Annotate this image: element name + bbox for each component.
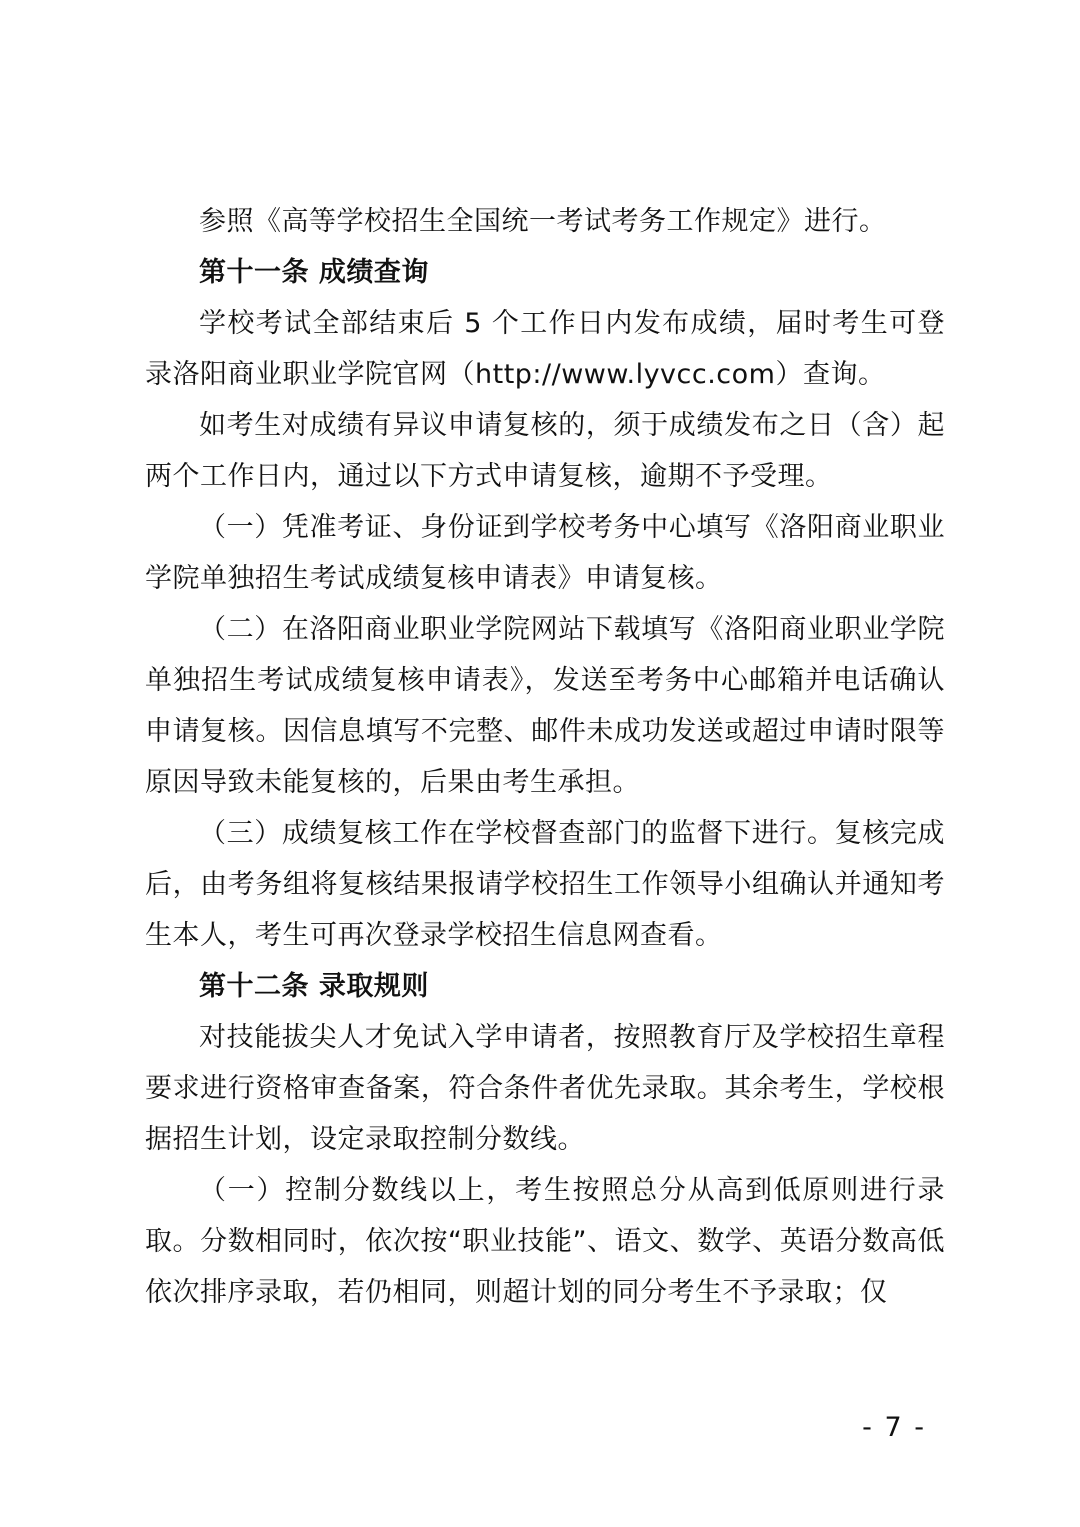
paragraph-admission-rules: 对技能拔尖人才免试入学申请者，按照教育厅及学校招生章程要求进行资格审查备案，符合条件者优先录取。其余考生，学校根据招生计划，设定录取控制分数线。: [145, 1022, 945, 1155]
paragraph-review-method-two: （二）在洛阳商业职业学院网站下载填写《洛阳商业职业学院单独招生考试成绩复核申请表》，发送至考务中心邮箱并电话确认申请复核。因信息填写不完整、邮件未成功发送或超过申请时限等原因导致未能复核的，后果由考生承担。: [145, 614, 945, 798]
paragraph-admission-rule-one: （一）控制分数线以上，考生按照总分从高到低原则进行录取。分数相同时，依次按“职业技能”、语文、数学、英语分数高低依次排序录取，若仍相同，则超计划的同分考生不予录取；仅: [145, 1175, 945, 1308]
paragraph-review-method-three: （三）成绩复核工作在学校督查部门的监督下进行。复核完成后，由考务组将复核结果报请学校招生工作领导小组确认并通知考生本人，考生可再次登录学校招生信息网查看。: [145, 818, 945, 951]
paragraph-review-request: 如考生对成绩有异议申请复核的，须于成绩发布之日（含）起两个工作日内，通过以下方式申请复核，逾期不予受理。: [145, 410, 945, 492]
paragraph-reference-rule: 参照《高等学校招生全国统一考试考务工作规定》进行。: [199, 206, 887, 237]
document-body: [145, 196, 945, 1318]
paragraph-review-method-one: （一）凭准考证、身份证到学校考务中心填写《洛阳商业职业学院单独招生考试成绩复核申请表》申请复核。: [145, 512, 945, 594]
article-eleven-heading: 第十一条 成绩查询: [199, 257, 429, 288]
page-number: - 7 -: [862, 1412, 926, 1443]
paragraph-score-release: 学校考试全部结束后 5 个工作日内发布成绩，届时考生可登录洛阳商业职业学院官网（http://www.lyvcc.com）查询。: [145, 308, 945, 390]
article-twelve-heading: 第十二条 录取规则: [199, 971, 429, 1002]
